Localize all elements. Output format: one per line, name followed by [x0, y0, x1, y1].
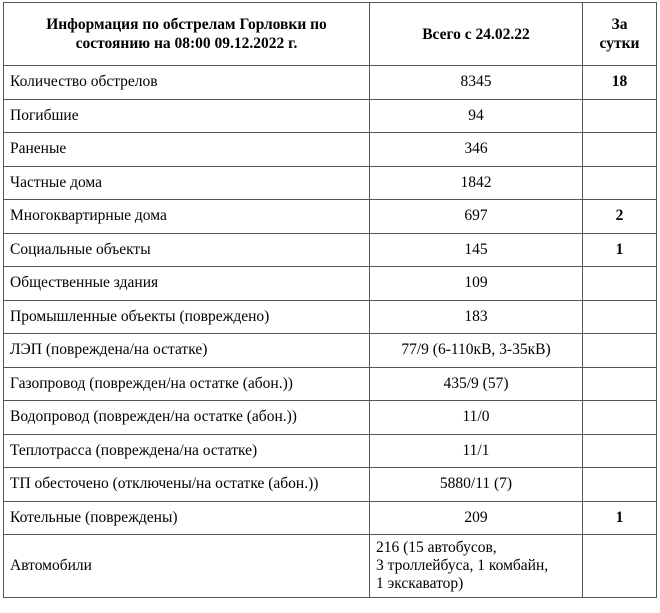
row-total: 346: [370, 133, 583, 167]
row-label: ТП обесточено (отключены/на остатке (абон.)): [4, 468, 370, 502]
row-total: 209: [370, 501, 583, 535]
row-day: [583, 133, 657, 167]
table-title-line-1: Информация по обстрелам Горловки по: [46, 16, 327, 33]
row-label: Автомобили: [4, 535, 370, 598]
table-row: [4, 233, 657, 267]
row-total: 697: [370, 200, 583, 234]
row-label: Промышленные объекты (повреждено): [4, 300, 370, 334]
table-row: [4, 267, 657, 301]
row-day: [583, 401, 657, 435]
day-header-line-2: сутки: [599, 35, 640, 52]
row-day: 2: [583, 200, 657, 234]
shelling-stats-table: [3, 2, 657, 598]
row-day: 1: [583, 501, 657, 535]
row-label: Погибшие: [4, 99, 370, 133]
table-row: [4, 334, 657, 368]
row-total-line-2: 3 троллейбуса, 1 комбайн,: [376, 557, 549, 574]
table-row: [4, 501, 657, 535]
row-day: [583, 334, 657, 368]
table-body: [4, 66, 657, 598]
row-label: Общественные здания: [4, 267, 370, 301]
row-day: [583, 468, 657, 502]
table-row: [4, 133, 657, 167]
table-row: [4, 434, 657, 468]
row-label: Газопровод (поврежден/на остатке (абон.)): [4, 367, 370, 401]
row-label: Котельные (повреждены): [4, 501, 370, 535]
row-label: Раненые: [4, 133, 370, 167]
row-total: 183: [370, 300, 583, 334]
table-row: [4, 99, 657, 133]
table-row: [4, 367, 657, 401]
table-row: [4, 66, 657, 100]
row-label: Количество обстрелов: [4, 66, 370, 100]
table-row: [4, 401, 657, 435]
row-total-line-3: 1 экскаватор): [376, 575, 464, 592]
row-day: [583, 367, 657, 401]
row-label: Частные дома: [4, 166, 370, 200]
row-day: 18: [583, 66, 657, 100]
row-total: 435/9 (57): [370, 367, 583, 401]
row-label: Многоквартирные дома: [4, 200, 370, 234]
row-day: 1: [583, 233, 657, 267]
row-day: [583, 434, 657, 468]
row-day: [583, 300, 657, 334]
row-total: 109: [370, 267, 583, 301]
table-title-cell: [4, 3, 370, 66]
row-total: 5880/11 (7): [370, 468, 583, 502]
row-label: Водопровод (поврежден/на остатке (абон.)): [4, 401, 370, 435]
table-title-line-2: состоянию на 08:00 09.12.2022 г.: [75, 35, 298, 52]
table-row: [4, 300, 657, 334]
row-day: [583, 267, 657, 301]
table-header-row: [4, 3, 657, 66]
row-total: 1842: [370, 166, 583, 200]
table-row-automobiles: [4, 535, 657, 598]
row-total: 11/1: [370, 434, 583, 468]
row-total: 8345: [370, 66, 583, 100]
row-total: 11/0: [370, 401, 583, 435]
row-label: Теплотрасса (повреждена/на остатке): [4, 434, 370, 468]
row-day: [583, 99, 657, 133]
day-column-header: [583, 3, 657, 66]
table-row: [4, 200, 657, 234]
row-label: Социальные объекты: [4, 233, 370, 267]
table-row: [4, 468, 657, 502]
row-total: 77/9 (6-110кВ, 3-35кВ): [370, 334, 583, 368]
row-day: [583, 535, 657, 598]
row-label: ЛЭП (повреждена/на остатке): [4, 334, 370, 368]
table-row: [4, 166, 657, 200]
row-total: 145: [370, 233, 583, 267]
row-day: [583, 166, 657, 200]
row-total-line-1: 216 (15 автобусов,: [376, 539, 497, 556]
day-header-line-1: За: [611, 16, 628, 33]
total-column-header: Всего с 24.02.22: [370, 3, 583, 66]
row-total: 94: [370, 99, 583, 133]
row-total: [370, 535, 583, 598]
